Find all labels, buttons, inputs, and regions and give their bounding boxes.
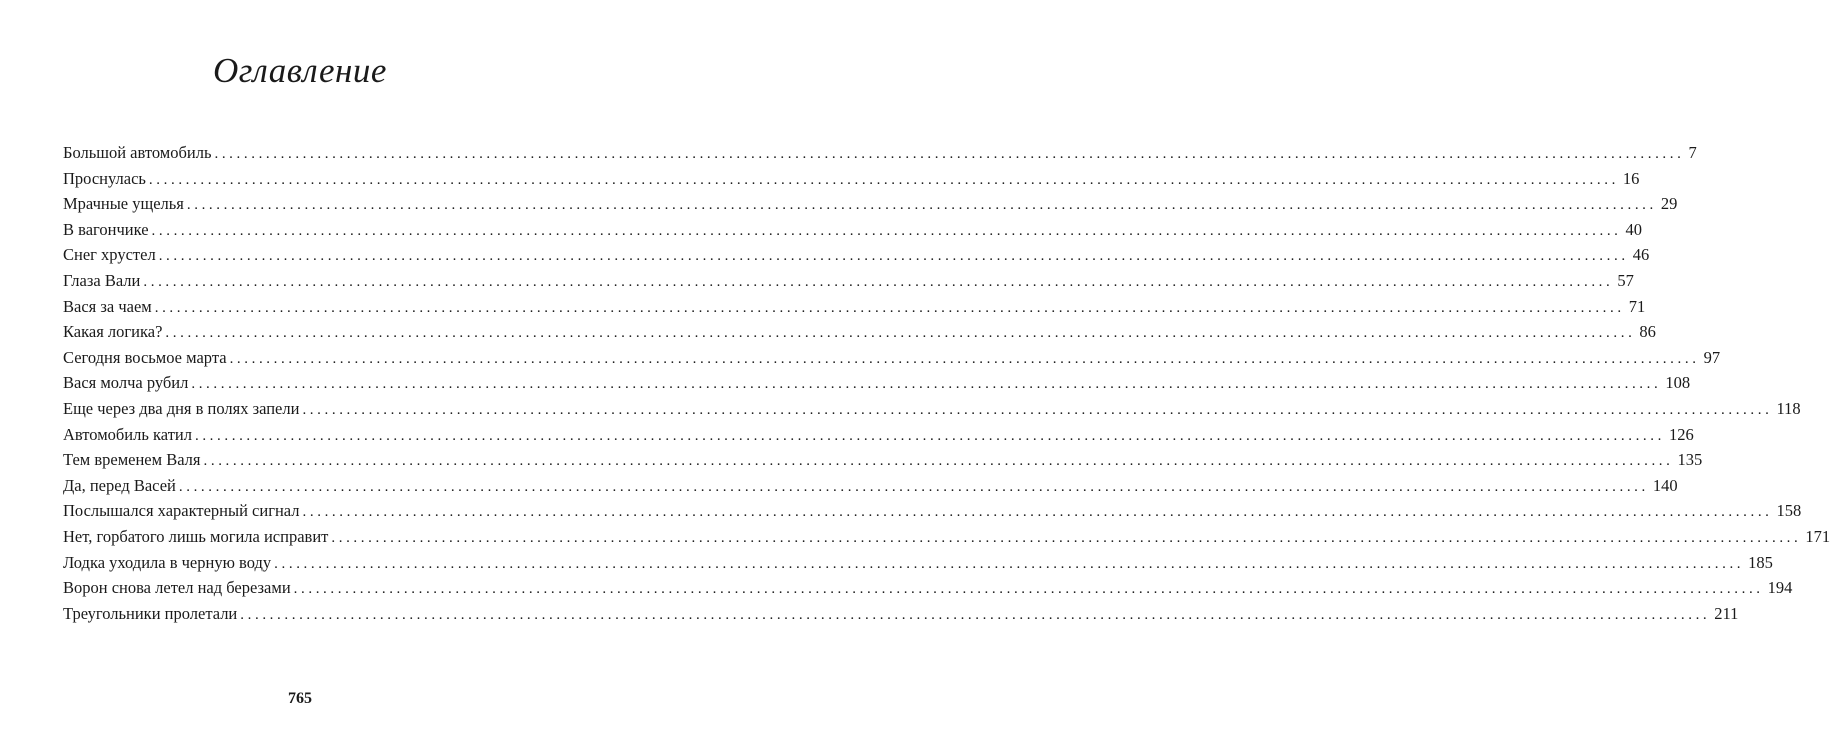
toc-entry-page: 108 — [1665, 373, 1691, 393]
toc-entry — [63, 498, 1802, 524]
toc-entry-page: 29 — [1660, 194, 1678, 214]
toc-entry-title: Лодка уходила в черную воду — [63, 552, 272, 572]
dot-leader: ........................................................................................................................................................................................................ — [229, 350, 1700, 367]
dot-leader: ........................................................................................................................................................................................................ — [148, 171, 1619, 188]
toc-entry — [63, 575, 1793, 601]
toc-entry — [63, 191, 1678, 217]
dot-leader: ........................................................................................................................................................................................................ — [178, 478, 1649, 495]
toc-entry-page: 46 — [1632, 245, 1650, 265]
dot-leader: ........................................................................................................................................................................................................ — [154, 299, 1625, 316]
toc-entry-title: Тем временем Валя — [63, 450, 201, 470]
toc-entry-page: 135 — [1677, 450, 1703, 470]
toc-entry — [63, 524, 1830, 550]
toc-entry — [63, 370, 1691, 396]
toc-entry-page: 40 — [1625, 219, 1643, 239]
dot-leader: ........................................................................................................................................................................................................ — [158, 248, 1629, 265]
toc-entry-page: 171 — [1805, 526, 1830, 546]
dot-leader: ........................................................................................................................................................................................................ — [331, 529, 1802, 546]
dot-leader: ........................................................................................................................................................................................................ — [165, 325, 1636, 342]
toc-entry-title: Какая логика? — [63, 322, 163, 342]
toc-entry-page: 86 — [1639, 322, 1656, 342]
toc-entry-title: Ворон снова летел над березами — [63, 578, 291, 598]
dot-leader: ........................................................................................................................................................................................................ — [214, 146, 1685, 162]
toc-entry-title: Треугольники пролетали — [63, 603, 238, 623]
toc-entry-page: 118 — [1776, 398, 1801, 418]
dot-leader: ........................................................................................................................................................................................................ — [302, 504, 1773, 521]
toc-entry — [63, 396, 1801, 422]
table-of-contents — [63, 140, 1830, 626]
toc-entry-page: 194 — [1767, 578, 1793, 598]
toc-entry-title: Большой автомобиль — [63, 143, 212, 162]
toc-entry — [63, 550, 1773, 576]
toc-entry-title: Проснулась — [63, 168, 146, 188]
toc-entry-title: Послышался характерный сигнал — [63, 501, 300, 521]
toc-entry-page: 71 — [1628, 296, 1646, 316]
toc-entry-title: Глаза Вали — [63, 270, 141, 290]
toc-entry — [63, 166, 1640, 192]
toc-entry-page: 97 — [1703, 347, 1721, 367]
toc-entry-page: 211 — [1714, 603, 1739, 623]
page-number: 765 — [288, 690, 312, 707]
toc-entry — [63, 473, 1678, 499]
toc-entry — [63, 422, 1694, 448]
toc-entry-title: Снег хрустел — [63, 245, 156, 265]
toc-entry-title: Сегодня восьмое марта — [63, 347, 227, 367]
toc-entry-page: 185 — [1748, 552, 1773, 572]
toc-entry-title: Вася за чаем — [63, 296, 152, 316]
toc-entry — [63, 319, 1656, 345]
toc-entry — [63, 242, 1650, 268]
dot-leader: ........................................................................................................................................................................................................ — [151, 222, 1622, 239]
toc-entry-title: Мрачные ущелья — [63, 194, 184, 214]
dot-leader: ........................................................................................................................................................................................................ — [293, 581, 1764, 598]
toc-entry-page: 140 — [1652, 475, 1678, 495]
dot-leader: ........................................................................................................................................................................................................ — [191, 376, 1662, 393]
dot-leader: ........................................................................................................................................................................................................ — [203, 453, 1674, 470]
toc-entry-title: Нет, горбатого лишь могила исправит — [63, 526, 329, 546]
dot-leader: ........................................................................................................................................................................................................ — [240, 606, 1711, 623]
toc-entry-page: 158 — [1776, 501, 1802, 521]
toc-entry-title: В вагончике — [63, 219, 149, 239]
dot-leader: ........................................................................................................................................................................................................ — [143, 273, 1614, 290]
toc-entry-page: 16 — [1622, 168, 1640, 188]
toc-entry-title: Да, перед Васей — [63, 475, 176, 495]
dot-leader: ........................................................................................................................................................................................................ — [274, 555, 1745, 572]
toc-entry — [63, 345, 1721, 371]
dot-leader: ........................................................................................................................................................................................................ — [186, 197, 1657, 214]
toc-entry-title: Автомобиль катил — [63, 424, 192, 444]
toc-entry-page: 7 — [1688, 143, 1697, 162]
toc-entry-page: 126 — [1668, 424, 1694, 444]
toc-entry — [63, 294, 1646, 320]
toc-entry-title: Вася молча рубил — [63, 373, 189, 393]
dot-leader: ........................................................................................................................................................................................................ — [194, 427, 1665, 444]
toc-entry — [63, 217, 1643, 243]
toc-entry — [63, 601, 1739, 627]
toc-entry — [63, 447, 1703, 473]
page-title: Оглавление — [213, 51, 387, 90]
toc-entry-title: Еще через два дня в полях запели — [63, 398, 300, 418]
dot-leader: ........................................................................................................................................................................................................ — [302, 401, 1773, 418]
toc-entry — [63, 140, 1697, 166]
toc-entry-page: 57 — [1617, 270, 1634, 290]
toc-entry — [63, 268, 1634, 294]
